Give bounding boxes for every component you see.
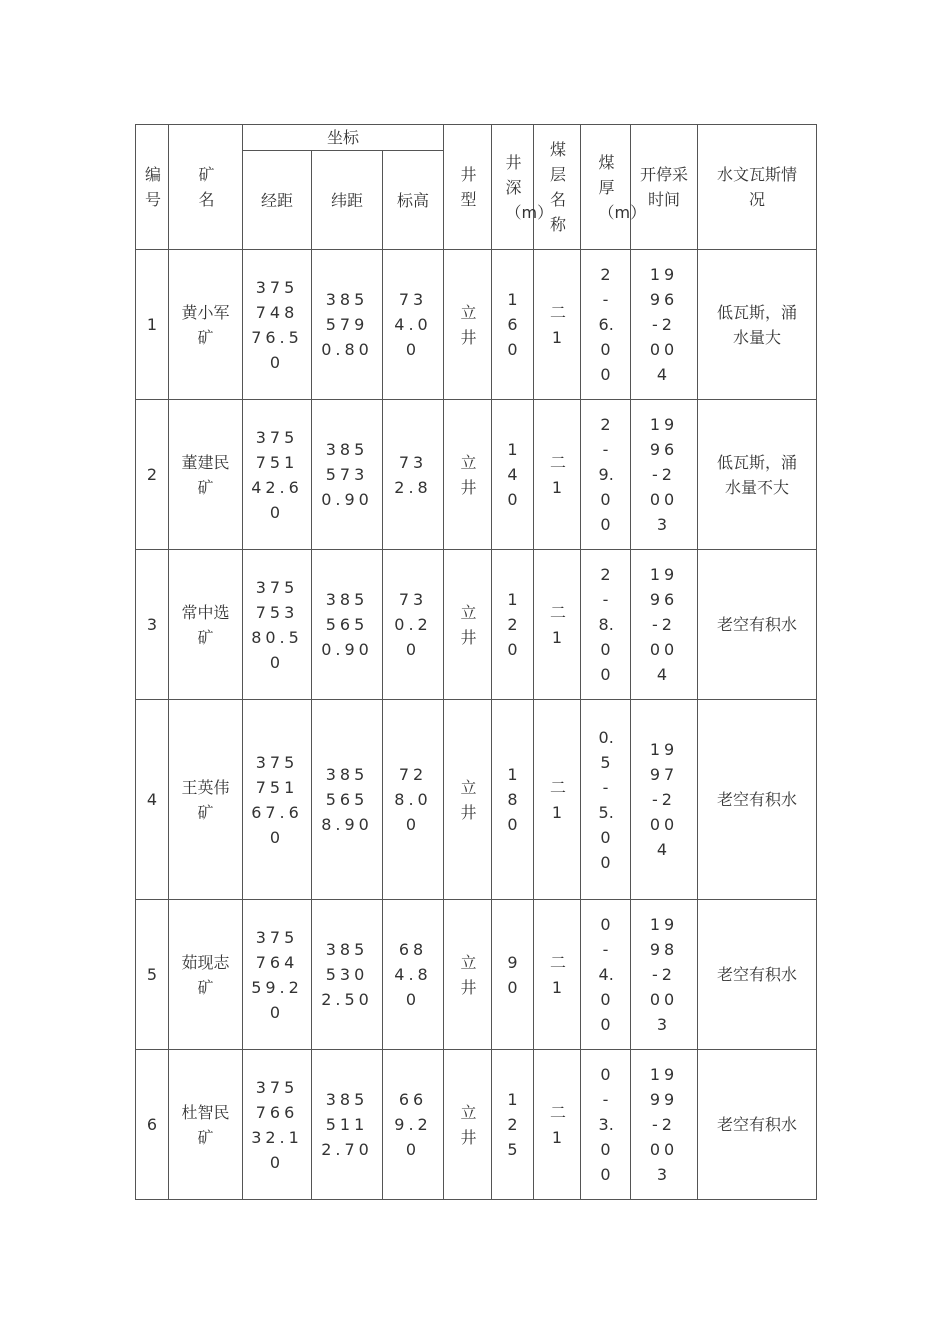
cell-y: 3855650.90	[312, 550, 383, 700]
cell-period: 1996-2003	[631, 400, 698, 550]
header-seam: 煤层名称	[534, 125, 581, 250]
cell-x: 37574876.50	[243, 250, 312, 400]
cell-type: 立井	[444, 250, 492, 400]
cell-type: 立井	[444, 900, 492, 1050]
cell-seam: 二1	[534, 550, 581, 700]
header-type: 井型	[444, 125, 492, 250]
cell-depth: 90	[492, 900, 534, 1050]
cell-thick: 2-8.00	[581, 550, 631, 700]
cell-name: 常中选矿	[169, 550, 243, 700]
cell-y: 3855112.70	[312, 1050, 383, 1200]
cell-depth: 140	[492, 400, 534, 550]
table-row	[136, 400, 817, 550]
cell-name: 董建民矿	[169, 400, 243, 550]
cell-seam: 二1	[534, 400, 581, 550]
cell-thick: 0-4.00	[581, 900, 631, 1050]
cell-id: 2	[136, 400, 169, 550]
header-depth: 井深（m）	[492, 125, 534, 250]
cell-depth: 160	[492, 250, 534, 400]
cell-type: 立井	[444, 550, 492, 700]
cell-hydro: 老空有积水	[698, 700, 817, 900]
mine-table	[135, 124, 817, 1200]
cell-seam: 二1	[534, 250, 581, 400]
cell-elev: 684.80	[383, 900, 444, 1050]
cell-type: 立井	[444, 1050, 492, 1200]
cell-hydro: 老空有积水	[698, 550, 817, 700]
cell-depth: 180	[492, 700, 534, 900]
cell-y: 3855730.90	[312, 400, 383, 550]
cell-id: 6	[136, 1050, 169, 1200]
table-row	[136, 700, 817, 900]
cell-thick: 2-6.00	[581, 250, 631, 400]
cell-elev: 728.00	[383, 700, 444, 900]
cell-period: 1996-2004	[631, 550, 698, 700]
header-y: 纬距	[312, 151, 383, 250]
cell-type: 立井	[444, 700, 492, 900]
cell-seam: 二1	[534, 1050, 581, 1200]
cell-thick: 0.5-5.00	[581, 700, 631, 900]
header-period: 开停采时间	[631, 125, 698, 250]
cell-y: 3855302.50	[312, 900, 383, 1050]
cell-elev: 730.20	[383, 550, 444, 700]
cell-period: 1998-2003	[631, 900, 698, 1050]
cell-hydro: 老空有积水	[698, 1050, 817, 1200]
cell-x: 37575380.50	[243, 550, 312, 700]
cell-hydro: 低瓦斯，涌水量大	[698, 250, 817, 400]
cell-y: 3855658.90	[312, 700, 383, 900]
table-row	[136, 550, 817, 700]
cell-seam: 二1	[534, 900, 581, 1050]
cell-x: 37575142.60	[243, 400, 312, 550]
header-id: 编号	[136, 125, 169, 250]
cell-period: 1996-2004	[631, 250, 698, 400]
cell-seam: 二1	[534, 700, 581, 900]
cell-x: 37575167.60	[243, 700, 312, 900]
cell-depth: 120	[492, 550, 534, 700]
cell-name: 杜智民矿	[169, 1050, 243, 1200]
cell-hydro: 低瓦斯，涌水量不大	[698, 400, 817, 550]
cell-name: 王英伟矿	[169, 700, 243, 900]
cell-thick: 2-9.00	[581, 400, 631, 550]
header-elev: 标高	[383, 151, 444, 250]
cell-depth: 125	[492, 1050, 534, 1200]
cell-period: 1997-2004	[631, 700, 698, 900]
header-hydro: 水文瓦斯情况	[698, 125, 817, 250]
cell-hydro: 老空有积水	[698, 900, 817, 1050]
cell-period: 1999-2003	[631, 1050, 698, 1200]
cell-x: 37576632.10	[243, 1050, 312, 1200]
table-row	[136, 1050, 817, 1200]
table-row	[136, 250, 817, 400]
cell-thick: 0-3.00	[581, 1050, 631, 1200]
cell-x: 37576459.20	[243, 900, 312, 1050]
cell-id: 3	[136, 550, 169, 700]
cell-y: 3855790.80	[312, 250, 383, 400]
header-x: 经距	[243, 151, 312, 250]
cell-type: 立井	[444, 400, 492, 550]
cell-name: 茹现志矿	[169, 900, 243, 1050]
cell-elev: 732.8	[383, 400, 444, 550]
cell-id: 4	[136, 700, 169, 900]
cell-elev: 669.20	[383, 1050, 444, 1200]
header-name: 矿名	[169, 125, 243, 250]
cell-elev: 734.00	[383, 250, 444, 400]
cell-id: 1	[136, 250, 169, 400]
cell-name: 黄小军矿	[169, 250, 243, 400]
header-thick: 煤厚（m）	[581, 125, 631, 250]
cell-id: 5	[136, 900, 169, 1050]
header-coord: 坐标	[243, 125, 444, 151]
table-row	[136, 900, 817, 1050]
